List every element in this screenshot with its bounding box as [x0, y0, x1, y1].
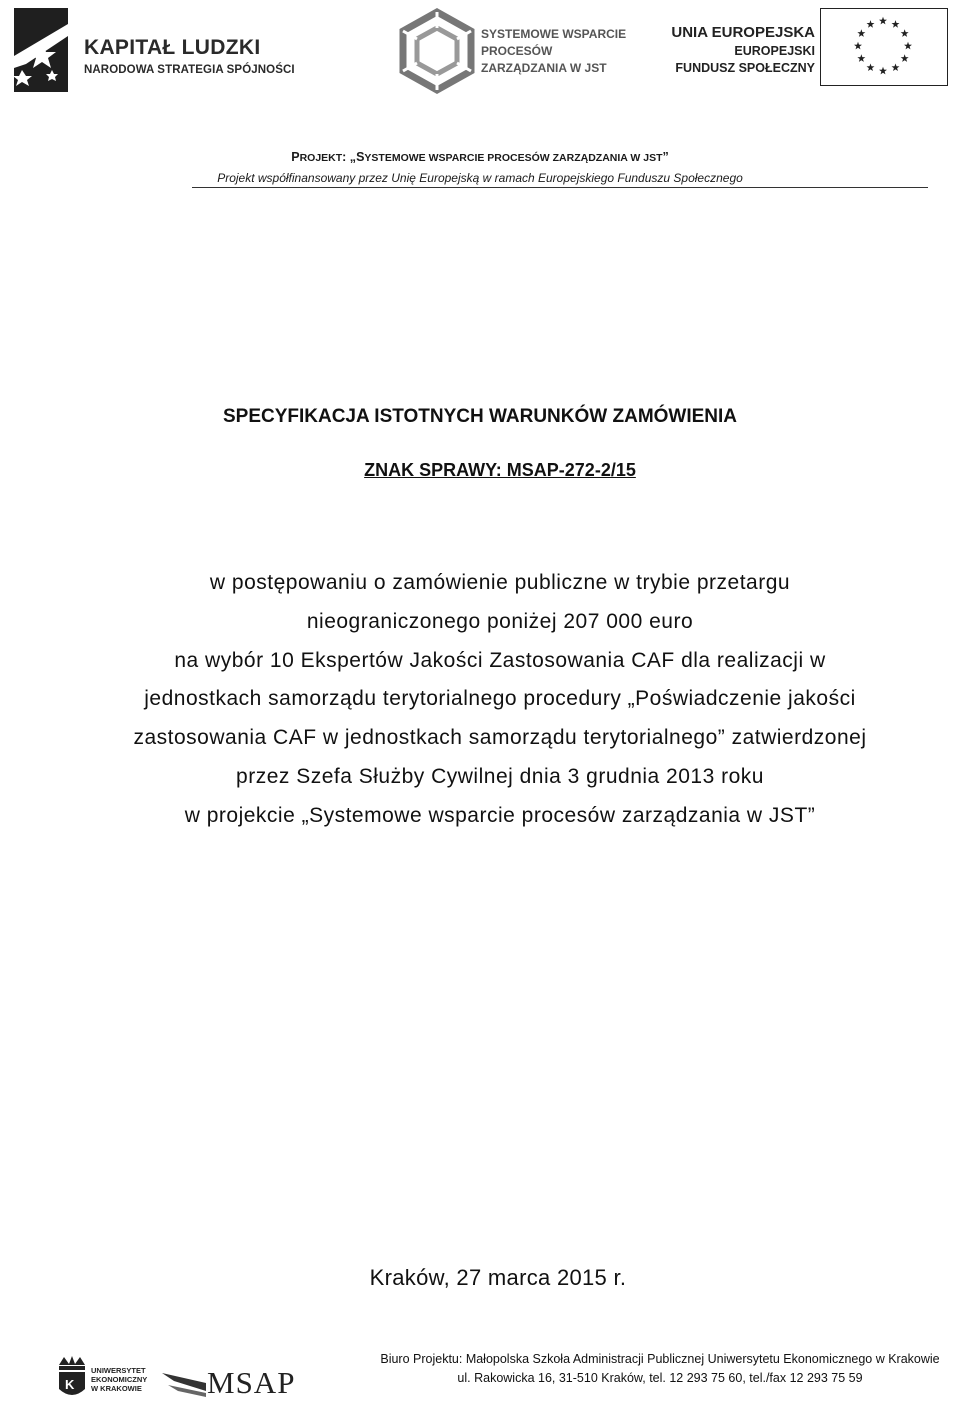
body-line: nieograniczonego poniżej 207 000 euro [306, 609, 694, 633]
project-prefix-rest: ROJEKT [299, 152, 343, 164]
msap-text: MSAP [207, 1365, 296, 1400]
systemowe-wsparcie-line1: SYSTEMOWE WSPARCIE [481, 27, 627, 41]
cofinance-line: Projekt współfinansowany przez Unię Europejską w ramach Europejskiego Funduszu Społecznego [217, 171, 743, 185]
project-name-line [0, 150, 960, 164]
eu-star-icon [857, 54, 865, 62]
ue-line2: EUROPEJSKI [734, 44, 815, 58]
eu-star-icon [854, 42, 862, 50]
eu-star-icon [901, 29, 909, 37]
ue-line1: UNIA EUROPEJSKA [671, 24, 815, 41]
body-line: zastosowania CAF w jednostkach samorządu terytorialnego” zatwierdzonej [133, 726, 867, 750]
document-body [30, 564, 960, 836]
project-name-rest: YSTEMOWE WSPARCIE PROCESÓW ZARZĄDZANIA W JST [364, 152, 663, 164]
kapital-ludzki-subtitle: NARODOWA STRATEGIA SPÓJNOŚCI [84, 64, 295, 76]
systemowe-wsparcie-line2: PROCESÓW [481, 44, 553, 58]
uek-line3: W KRAKOWIE [91, 1384, 142, 1393]
body-line: na wybór 10 Ekspertów Jakości Zastosowania CAF dla realizacji w [174, 648, 826, 672]
footer-office-line: Biuro Projektu: Małopolska Szkoła Administracji Publicznej Uniwersytetu Ekonomicznego w Krakowie [380, 1352, 940, 1366]
project-colon: : „ [342, 150, 357, 164]
project-prefix-cap: P [291, 150, 300, 164]
hexagon-emblem-icon [395, 6, 479, 96]
eu-flag-icon [820, 8, 948, 86]
kapital-ludzki-logo [8, 6, 295, 94]
systemowe-wsparcie-line3: ZARZĄDZANIA W JST [481, 61, 607, 75]
document-title: SPECYFIKACJA ISTOTNYCH WARUNKÓW ZAMÓWIENIA [222, 406, 738, 427]
body-line: przez Szefa Służby Cywilnej dnia 3 grudnia 2013 roku [236, 764, 764, 788]
uek-line1: UNIWERSYTET [91, 1366, 146, 1375]
eu-star-icon [867, 63, 875, 71]
unia-europejska-logo [671, 8, 950, 86]
eu-star-icon [904, 42, 912, 50]
eu-star-icon [857, 29, 865, 37]
project-close: ” [662, 150, 669, 164]
eu-stars-icon [821, 9, 946, 84]
place-and-date: Kraków, 27 marca 2015 r. [369, 1265, 627, 1290]
kapital-ludzki-emblem-icon [8, 6, 80, 94]
body-line: w projekcie „Systemowe wsparcie procesów zarządzania w JST” [184, 803, 816, 827]
uniwersytet-ekonomiczny-logo [55, 1355, 155, 1401]
footer-address-line: ul. Rakowicka 16, 31-510 Kraków, tel. 12 293 75 60, tel./fax 12 293 75 59 [457, 1371, 863, 1385]
eu-star-icon [892, 20, 900, 28]
eu-star-icon [879, 17, 887, 25]
ue-line3: FUNDUSZ SPOŁECZNY [675, 61, 815, 75]
header-divider [192, 187, 928, 188]
systemowe-wsparcie-logo [395, 6, 625, 96]
eu-star-icon [892, 63, 900, 71]
eu-star-icon [879, 67, 887, 75]
kapital-ludzki-name: KAPITAŁ LUDZKI [84, 36, 261, 59]
uek-line2: EKONOMICZNY [91, 1375, 148, 1384]
body-line: jednostkach samorządu terytorialnego procedury „Poświadczenie jakości [144, 687, 856, 711]
svg-text:K: K [65, 1377, 75, 1392]
crown-crest-icon [55, 1355, 89, 1401]
msap-logo [162, 1365, 296, 1401]
case-number: ZNAK SPRAWY: MSAP-272-2/15 [364, 460, 636, 480]
eu-star-icon [901, 54, 909, 62]
eu-star-icon [867, 20, 875, 28]
msap-swoosh-icon [162, 1365, 208, 1401]
project-name-cap: S [356, 150, 365, 164]
body-line: w postępowaniu o zamówienie publiczne w trybie przetargu [209, 571, 791, 594]
